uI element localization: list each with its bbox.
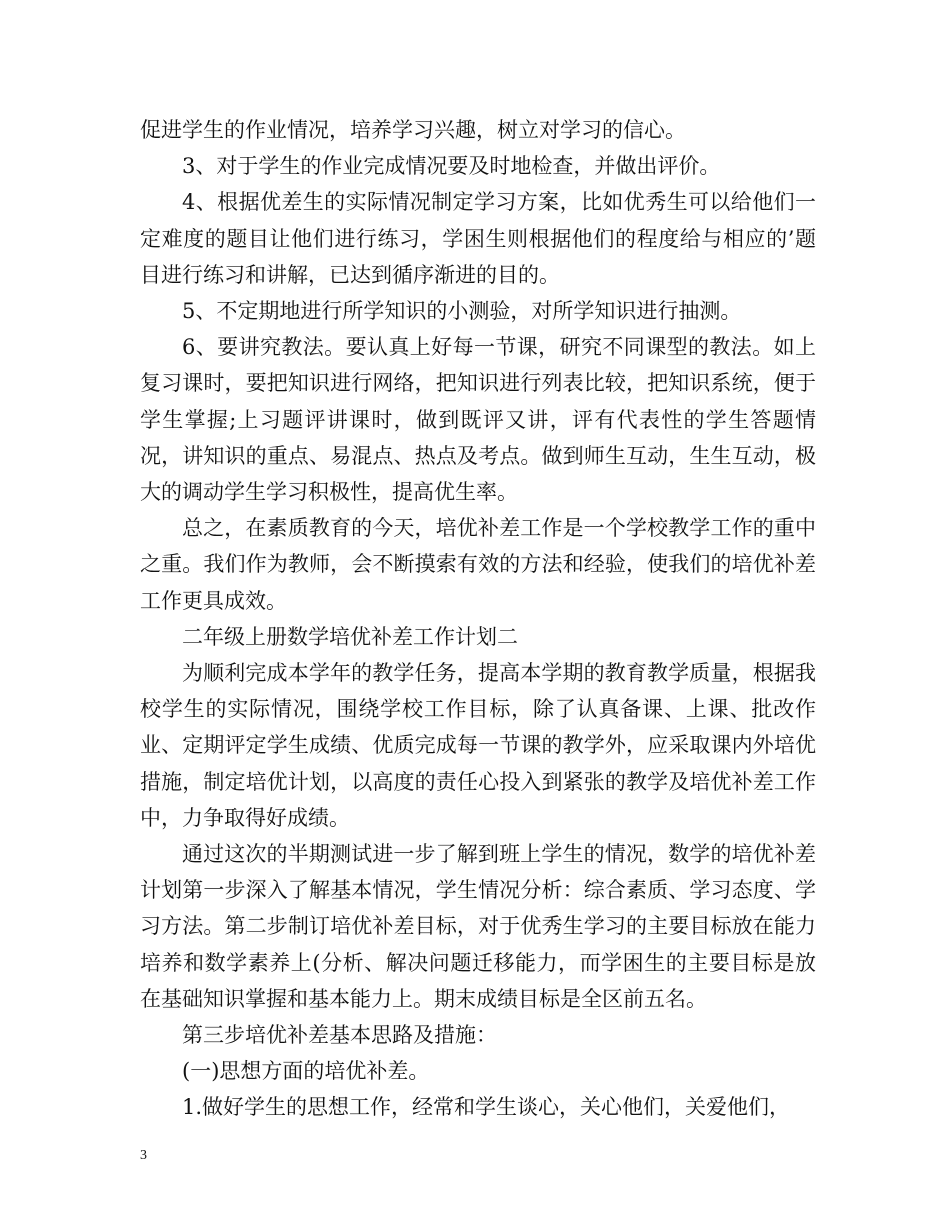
paragraph: 总之，在素质教育的今天，培优补差工作是一个学校教学工作的重中之重。我们作为教师，会不断摸索有效的方法和经验，使我们的培优补差工作更具成效。 (140, 516, 816, 613)
paragraph: 为顺利完成本学年的教学任务，提高本学期的教育教学质量，根据我校学生的实际情况，围绕学校工作目标，除了认真备课、上课、批改作业、定期评定学生成绩、优质完成每一节课的教学外，应采取课内外培优措施，制定培优计划，以高度的责任心投入到紧张的教学及培优补差工作中，力争取得好成绩。 (140, 661, 816, 830)
paragraph: (一)思想方面的培优补差。 (182, 1059, 430, 1084)
paragraph: 通过这次的半期测试进一步了解到班上学生的情况，数学的培优补差计划第一步深入了解基本情况，学生情况分析：综合素质、学习态度、学习方法。第二步制订培优补差目标，对于优秀生学习的主要目标放在能力培养和数学素养上(分析、解决问题迁移能力，而学困生的主要目标是放在基础知识掌握和基本能力上。期末成绩目标是全区前五名。 (140, 842, 816, 1011)
page-number: 3 (140, 1148, 147, 1163)
paragraph: 4、根据优差生的实际情况制定学习方案，比如优秀生可以给他们一定难度的题目让他们进行练习，学困生则根据他们的程度给与相应的’题目进行练习和讲解，已达到循序渐进的目的。 (140, 190, 816, 287)
paragraph: 6、要讲究教法。要认真上好每一节课，研究不同课型的教法。如上复习课时，要把知识进行网络，把知识进行列表比较，把知识系统，便于学生掌握;上习题评讲课时，做到既评又讲，评有代表性的学生答题情况，讲知识的重点、易混点、热点及考点。做到师生互动，生生互动，极大的调动学生学习积极性，提高优生率。 (140, 335, 816, 505)
paragraph: 1.做好学生的思想工作，经常和学生谈心，关心他们，关爱他们， (182, 1095, 791, 1120)
paragraph: 3、对于学生的作业完成情况要及时地检查，并做出评价。 (182, 154, 721, 179)
section-heading: 二年级上册数学培优补差工作计划二 (182, 624, 518, 649)
paragraph: 5、不定期地进行所学知识的小测验，对所学知识进行抽测。 (182, 299, 742, 324)
paragraph: 第三步培优补差基本思路及措施： (182, 1023, 497, 1048)
paragraph: 促进学生的作业情况，培养学习兴趣，树立对学习的信心。 (140, 118, 686, 142)
document-body (140, 112, 816, 1126)
